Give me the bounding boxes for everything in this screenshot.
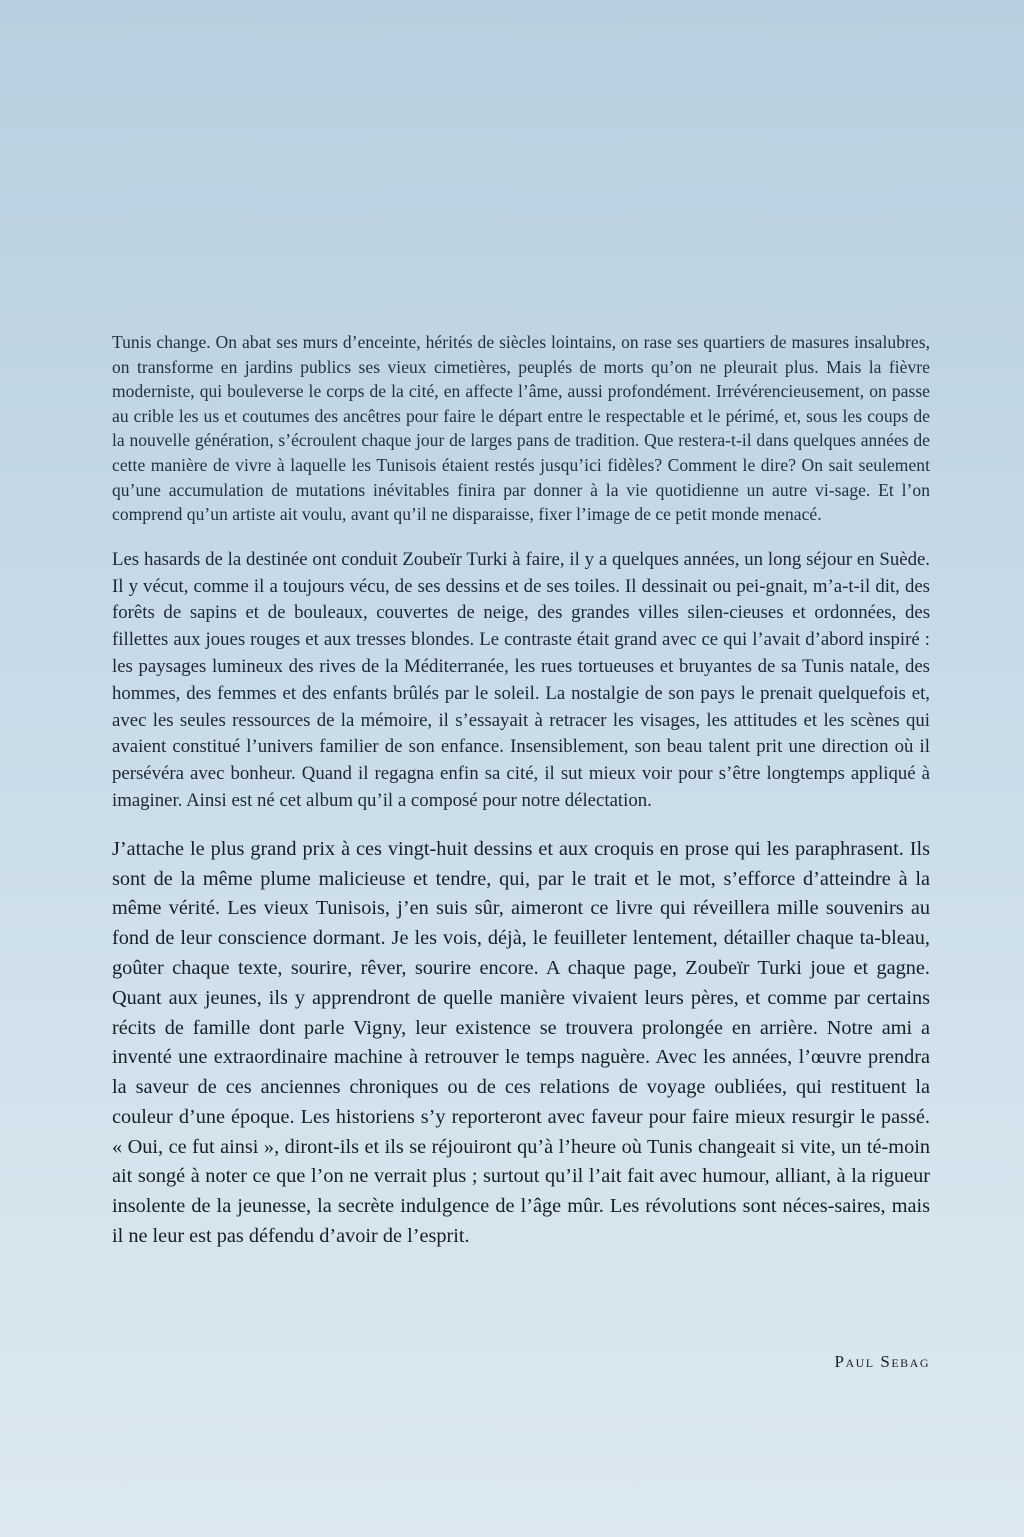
author-signature: Paul Sebag — [834, 1352, 930, 1371]
paragraph-3: J’attache le plus grand prix à ces vingt-huit dessins et aux croquis en prose qui les paraphrasent. Ils sont de la même plume malicieuse et tendre, qui, par le trait et le mot, s’efforce d’atteindre à la même vérité. Les vieux Tunisois, j’en suis sûr, aimeront ce livre qui réveillera mille souvenirs au fond de leur conscience dormant. Je les vois, déjà, le feuilleter lentement, détailler chaque ta-bleau, goûter chaque texte, sourire, rêver, sourire encore. A chaque page, Zoubeïr Turki joue et gagne. Quant aux jeunes, ils y apprendront de quelle manière vivaient leurs pères, et comme par certains récits de famille dont parle Vigny, leur existence se trouvera prolongée en arrière. Notre ami a inventé une extraordinaire machine à retrouver le temps naguère. Avec les années, l’œuvre prendra la saveur de ces anciennes chroniques ou de ces relations de voyage oubliées, qui restituent la couleur d’une époque. Les historiens s’y reporteront avec faveur pour faire mieux resurgir le passé. « Oui, ce fut ainsi », diront-ils et ils se réjouiront qu’à l’heure où Tunis changeait si vite, un té-moin ait songé à noter ce que l’on ne verrait plus ; surtout qu’il l’ait fait avec humour, alliant, à la rigueur insolente de la jeunesse, la secrète indulgence de l’âge mûr. Les révolutions sont néces-saires, mais il ne leur est pas défendu d’avoir de l’esprit. — [112, 837, 930, 1248]
preface-text — [112, 330, 930, 1252]
paragraph-2: Les hasards de la destinée ont conduit Zoubeïr Turki à faire, il y a quelques années, un long séjour en Suède. Il y vécut, comme il a toujours vécu, de ses dessins et de ses toiles. Il dessinait ou pei-gnait, m’a-t-il dit, des forêts de sapins et de bouleaux, couvertes de neige, des grandes villes silen-cieuses et ordonnées, des fillettes aux joues rouges et aux tresses blondes. Le contraste était grand avec ce qui l’avait d’abord inspiré : les paysages lumineux des rives de la Méditerranée, les rues tortueuses et bruyantes de sa Tunis natale, des hommes, des femmes et des enfants brûlés par le soleil. La nostalgie de son pays le prenait quelquefois et, avec les seules ressources de la mémoire, il s’essayait à retracer les visages, les attitudes et les scènes qui avaient constitué l’univers familier de son enfance. Insensiblement, son beau talent prit une direction où il persévéra avec bonheur. Quand il regagna enfin sa cité, il sut mieux voir pour s’être longtemps appliqué à imaginer. Ainsi est né cet album qu’il a composé pour notre délectation. — [112, 548, 930, 811]
paragraph-1: Tunis change. On abat ses murs d’enceinte, hérités de siècles lointains, on rase ses quartiers de masures insalubres, on transforme en jardins publics ses vieux cimetières, peuplés de morts qu’on ne pleurait plus. Mais la fièvre moderniste, qui bouleverse le corps de la cité, en affecte l’âme, aussi profondément. Irrévérencieusement, on passe au crible les us et coutumes des ancêtres pour faire le départ entre le respectable et le périmé, et, sous les coups de la nouvelle génération, s’écroulent chaque jour de larges pans de tradition. Que restera-t-il dans quelques années de cette manière de vivre à laquelle les Tunisois étaient restés jusqu’ici fidèles? Comment le dire? On sait seulement qu’une accumulation de mutations inévitables finira par donner à la vie quotidienne un autre vi-sage. Et l’on comprend qu’un artiste ait voulu, avant qu’il ne disparaisse, fixer l’image de ce petit monde menacé. — [112, 332, 930, 525]
